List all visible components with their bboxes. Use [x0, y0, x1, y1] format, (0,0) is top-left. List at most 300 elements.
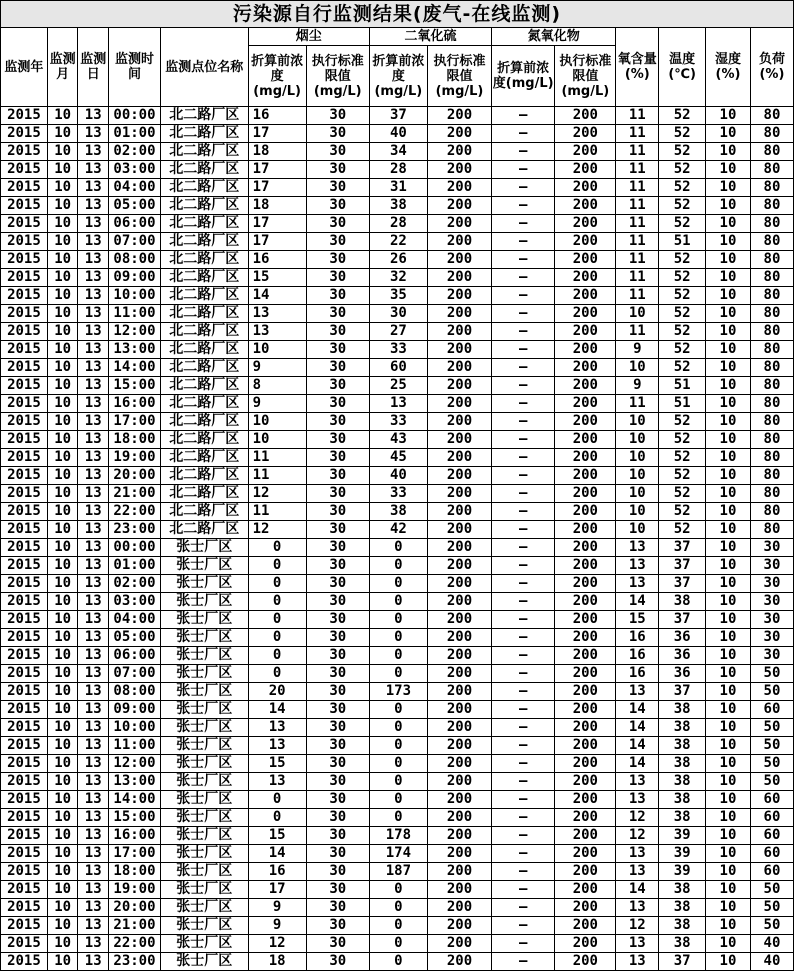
cell-nox-limit: 200 [555, 143, 616, 161]
cell-smoke-concentration: 14 [248, 845, 306, 863]
cell-month: 10 [47, 395, 78, 413]
cell-smoke-limit: 30 [306, 557, 369, 575]
cell-smoke-limit: 30 [306, 485, 369, 503]
cell-time: 20:00 [108, 467, 160, 485]
cell-so2-concentration: 25 [369, 377, 427, 395]
cell-nox-limit: 200 [555, 701, 616, 719]
cell-smoke-concentration: 9 [248, 395, 306, 413]
cell-load: 50 [750, 683, 793, 701]
cell-oxygen: 13 [616, 683, 659, 701]
cell-day: 13 [78, 503, 109, 521]
cell-year: 2015 [1, 593, 48, 611]
cell-day: 13 [78, 125, 109, 143]
cell-oxygen: 11 [616, 143, 659, 161]
cell-year: 2015 [1, 719, 48, 737]
cell-time: 22:00 [108, 935, 160, 953]
cell-nox-limit: 200 [555, 179, 616, 197]
cell-time: 23:00 [108, 521, 160, 539]
cell-month: 10 [47, 197, 78, 215]
cell-oxygen: 9 [616, 377, 659, 395]
cell-site: 张士厂区 [160, 773, 248, 791]
cell-time: 18:00 [108, 863, 160, 881]
cell-smoke-limit: 30 [306, 341, 369, 359]
cell-smoke-limit: 30 [306, 305, 369, 323]
cell-so2-concentration: 0 [369, 791, 427, 809]
table-row [1, 467, 794, 485]
cell-site: 张士厂区 [160, 701, 248, 719]
cell-load: 50 [750, 737, 793, 755]
cell-load: 80 [750, 359, 793, 377]
cell-site: 张士厂区 [160, 917, 248, 935]
cell-site: 北二路厂区 [160, 233, 248, 251]
cell-month: 10 [47, 359, 78, 377]
cell-humidity: 10 [706, 395, 751, 413]
cell-nox-limit: 200 [555, 269, 616, 287]
cell-oxygen: 11 [616, 107, 659, 125]
cell-so2-concentration: 0 [369, 935, 427, 953]
cell-so2-concentration: 0 [369, 575, 427, 593]
cell-so2-limit: 200 [427, 143, 491, 161]
cell-so2-limit: 200 [427, 557, 491, 575]
cell-site: 北二路厂区 [160, 251, 248, 269]
cell-temperature: 52 [659, 125, 706, 143]
cell-time: 06:00 [108, 647, 160, 665]
cell-smoke-concentration: 13 [248, 323, 306, 341]
cell-year: 2015 [1, 377, 48, 395]
cell-day: 13 [78, 791, 109, 809]
cell-so2-concentration: 42 [369, 521, 427, 539]
cell-so2-concentration: 0 [369, 953, 427, 971]
header-row-groups [1, 28, 794, 46]
cell-time: 11:00 [108, 305, 160, 323]
cell-temperature: 37 [659, 683, 706, 701]
cell-site: 张士厂区 [160, 791, 248, 809]
cell-year: 2015 [1, 575, 48, 593]
cell-oxygen: 10 [616, 521, 659, 539]
cell-year: 2015 [1, 755, 48, 773]
cell-oxygen: 10 [616, 359, 659, 377]
cell-smoke-concentration: 15 [248, 827, 306, 845]
title-row [1, 1, 794, 28]
cell-site: 张士厂区 [160, 647, 248, 665]
cell-temperature: 38 [659, 755, 706, 773]
cell-day: 13 [78, 467, 109, 485]
cell-humidity: 10 [706, 953, 751, 971]
cell-site: 张士厂区 [160, 629, 248, 647]
cell-load: 80 [750, 269, 793, 287]
header-oxygen: 氧含量(%) [616, 28, 659, 107]
cell-nox-concentration: — [492, 125, 555, 143]
cell-month: 10 [47, 521, 78, 539]
cell-day: 13 [78, 215, 109, 233]
cell-temperature: 38 [659, 899, 706, 917]
cell-time: 21:00 [108, 917, 160, 935]
cell-nox-limit: 200 [555, 647, 616, 665]
cell-nox-limit: 200 [555, 485, 616, 503]
table-row [1, 359, 794, 377]
cell-nox-concentration: — [492, 197, 555, 215]
cell-day: 13 [78, 161, 109, 179]
cell-nox-limit: 200 [555, 575, 616, 593]
cell-so2-concentration: 0 [369, 647, 427, 665]
cell-nox-concentration: — [492, 323, 555, 341]
cell-year: 2015 [1, 287, 48, 305]
cell-humidity: 10 [706, 665, 751, 683]
cell-nox-limit: 200 [555, 377, 616, 395]
cell-month: 10 [47, 251, 78, 269]
cell-so2-concentration: 45 [369, 449, 427, 467]
cell-temperature: 38 [659, 935, 706, 953]
cell-humidity: 10 [706, 593, 751, 611]
table-row [1, 413, 794, 431]
cell-so2-limit: 200 [427, 935, 491, 953]
table-row [1, 629, 794, 647]
cell-smoke-concentration: 0 [248, 809, 306, 827]
cell-year: 2015 [1, 215, 48, 233]
cell-temperature: 38 [659, 917, 706, 935]
cell-nox-limit: 200 [555, 125, 616, 143]
cell-site: 北二路厂区 [160, 161, 248, 179]
cell-so2-concentration: 0 [369, 719, 427, 737]
table-row [1, 683, 794, 701]
cell-humidity: 10 [706, 431, 751, 449]
cell-so2-limit: 200 [427, 485, 491, 503]
cell-month: 10 [47, 377, 78, 395]
cell-site: 张士厂区 [160, 863, 248, 881]
cell-load: 80 [750, 431, 793, 449]
cell-smoke-limit: 30 [306, 521, 369, 539]
header-load: 负荷(%) [750, 28, 793, 107]
cell-month: 10 [47, 503, 78, 521]
cell-smoke-limit: 30 [306, 701, 369, 719]
cell-nox-limit: 200 [555, 413, 616, 431]
cell-so2-limit: 200 [427, 917, 491, 935]
cell-day: 13 [78, 827, 109, 845]
cell-smoke-concentration: 0 [248, 575, 306, 593]
cell-oxygen: 15 [616, 611, 659, 629]
cell-humidity: 10 [706, 557, 751, 575]
cell-oxygen: 13 [616, 899, 659, 917]
cell-year: 2015 [1, 953, 48, 971]
cell-month: 10 [47, 341, 78, 359]
table-row [1, 701, 794, 719]
cell-time: 09:00 [108, 701, 160, 719]
table-row [1, 449, 794, 467]
cell-month: 10 [47, 683, 78, 701]
cell-day: 13 [78, 629, 109, 647]
cell-humidity: 10 [706, 449, 751, 467]
cell-temperature: 52 [659, 107, 706, 125]
cell-year: 2015 [1, 233, 48, 251]
cell-load: 80 [750, 377, 793, 395]
cell-day: 13 [78, 269, 109, 287]
cell-nox-limit: 200 [555, 953, 616, 971]
cell-smoke-concentration: 12 [248, 485, 306, 503]
cell-so2-limit: 200 [427, 881, 491, 899]
cell-nox-concentration: — [492, 827, 555, 845]
cell-time: 03:00 [108, 161, 160, 179]
cell-site: 张士厂区 [160, 809, 248, 827]
cell-smoke-concentration: 9 [248, 917, 306, 935]
cell-smoke-concentration: 17 [248, 161, 306, 179]
cell-temperature: 52 [659, 413, 706, 431]
cell-day: 13 [78, 719, 109, 737]
cell-load: 60 [750, 701, 793, 719]
table-row [1, 773, 794, 791]
cell-site: 张士厂区 [160, 899, 248, 917]
cell-nox-concentration: — [492, 791, 555, 809]
cell-load: 80 [750, 251, 793, 269]
cell-smoke-limit: 30 [306, 251, 369, 269]
cell-smoke-limit: 30 [306, 449, 369, 467]
cell-day: 13 [78, 809, 109, 827]
cell-so2-concentration: 34 [369, 143, 427, 161]
cell-site: 北二路厂区 [160, 341, 248, 359]
cell-smoke-limit: 30 [306, 179, 369, 197]
cell-humidity: 10 [706, 611, 751, 629]
table-row [1, 485, 794, 503]
cell-nox-limit: 200 [555, 449, 616, 467]
table-row [1, 899, 794, 917]
cell-site: 北二路厂区 [160, 269, 248, 287]
cell-temperature: 52 [659, 161, 706, 179]
cell-nox-limit: 200 [555, 161, 616, 179]
cell-so2-limit: 200 [427, 269, 491, 287]
cell-smoke-limit: 30 [306, 575, 369, 593]
cell-time: 16:00 [108, 395, 160, 413]
cell-nox-concentration: — [492, 917, 555, 935]
cell-oxygen: 13 [616, 863, 659, 881]
cell-oxygen: 9 [616, 341, 659, 359]
cell-oxygen: 13 [616, 557, 659, 575]
cell-so2-concentration: 0 [369, 665, 427, 683]
cell-nox-concentration: — [492, 953, 555, 971]
cell-site: 张士厂区 [160, 557, 248, 575]
cell-site: 张士厂区 [160, 665, 248, 683]
cell-day: 13 [78, 143, 109, 161]
cell-smoke-concentration: 11 [248, 449, 306, 467]
cell-smoke-limit: 30 [306, 503, 369, 521]
cell-time: 04:00 [108, 611, 160, 629]
cell-nox-concentration: — [492, 629, 555, 647]
cell-so2-limit: 200 [427, 953, 491, 971]
cell-month: 10 [47, 701, 78, 719]
cell-nox-limit: 200 [555, 539, 616, 557]
cell-year: 2015 [1, 125, 48, 143]
cell-month: 10 [47, 125, 78, 143]
cell-so2-concentration: 43 [369, 431, 427, 449]
cell-time: 13:00 [108, 773, 160, 791]
cell-so2-concentration: 0 [369, 539, 427, 557]
cell-site: 北二路厂区 [160, 467, 248, 485]
cell-month: 10 [47, 413, 78, 431]
cell-oxygen: 10 [616, 413, 659, 431]
cell-day: 13 [78, 179, 109, 197]
cell-nox-concentration: — [492, 413, 555, 431]
cell-time: 11:00 [108, 737, 160, 755]
cell-load: 30 [750, 557, 793, 575]
cell-day: 13 [78, 521, 109, 539]
cell-so2-concentration: 35 [369, 287, 427, 305]
cell-load: 50 [750, 881, 793, 899]
table-row [1, 323, 794, 341]
cell-nox-limit: 200 [555, 845, 616, 863]
cell-nox-limit: 200 [555, 431, 616, 449]
cell-month: 10 [47, 179, 78, 197]
header-smoke-limit: 执行标准限值(mg/L) [306, 46, 369, 107]
cell-nox-concentration: — [492, 521, 555, 539]
cell-nox-limit: 200 [555, 287, 616, 305]
cell-humidity: 10 [706, 881, 751, 899]
cell-so2-concentration: 0 [369, 881, 427, 899]
table-row [1, 179, 794, 197]
cell-nox-concentration: — [492, 179, 555, 197]
cell-so2-concentration: 0 [369, 557, 427, 575]
table-row [1, 287, 794, 305]
cell-load: 60 [750, 791, 793, 809]
cell-oxygen: 10 [616, 503, 659, 521]
cell-load: 80 [750, 125, 793, 143]
cell-load: 50 [750, 917, 793, 935]
cell-so2-limit: 200 [427, 161, 491, 179]
cell-site: 北二路厂区 [160, 395, 248, 413]
cell-so2-concentration: 22 [369, 233, 427, 251]
cell-temperature: 38 [659, 881, 706, 899]
cell-so2-concentration: 33 [369, 341, 427, 359]
cell-site: 张士厂区 [160, 953, 248, 971]
cell-year: 2015 [1, 521, 48, 539]
cell-year: 2015 [1, 341, 48, 359]
table-row [1, 197, 794, 215]
cell-humidity: 10 [706, 107, 751, 125]
cell-smoke-concentration: 18 [248, 953, 306, 971]
cell-smoke-concentration: 11 [248, 503, 306, 521]
cell-nox-limit: 200 [555, 467, 616, 485]
cell-nox-concentration: — [492, 557, 555, 575]
table-row [1, 647, 794, 665]
cell-nox-limit: 200 [555, 305, 616, 323]
cell-site: 张士厂区 [160, 881, 248, 899]
cell-site: 北二路厂区 [160, 287, 248, 305]
cell-so2-concentration: 30 [369, 305, 427, 323]
cell-nox-concentration: — [492, 467, 555, 485]
cell-time: 02:00 [108, 143, 160, 161]
cell-time: 04:00 [108, 179, 160, 197]
cell-site: 北二路厂区 [160, 143, 248, 161]
cell-load: 50 [750, 665, 793, 683]
cell-humidity: 10 [706, 179, 751, 197]
cell-time: 10:00 [108, 719, 160, 737]
table-row [1, 863, 794, 881]
cell-oxygen: 10 [616, 431, 659, 449]
cell-time: 08:00 [108, 251, 160, 269]
cell-nox-concentration: — [492, 359, 555, 377]
cell-humidity: 10 [706, 539, 751, 557]
header-nox-limit: 执行标准限值(mg/L) [555, 46, 616, 107]
cell-load: 80 [750, 413, 793, 431]
cell-nox-concentration: — [492, 341, 555, 359]
cell-so2-limit: 200 [427, 449, 491, 467]
cell-humidity: 10 [706, 197, 751, 215]
cell-month: 10 [47, 755, 78, 773]
cell-so2-limit: 200 [427, 395, 491, 413]
cell-month: 10 [47, 863, 78, 881]
cell-temperature: 52 [659, 431, 706, 449]
cell-load: 80 [750, 323, 793, 341]
cell-day: 13 [78, 539, 109, 557]
cell-day: 13 [78, 917, 109, 935]
cell-nox-concentration: — [492, 701, 555, 719]
cell-nox-limit: 200 [555, 107, 616, 125]
cell-so2-concentration: 40 [369, 125, 427, 143]
cell-so2-concentration: 38 [369, 503, 427, 521]
cell-year: 2015 [1, 251, 48, 269]
cell-nox-limit: 200 [555, 791, 616, 809]
cell-load: 80 [750, 449, 793, 467]
cell-nox-concentration: — [492, 251, 555, 269]
table-row [1, 431, 794, 449]
cell-smoke-limit: 30 [306, 431, 369, 449]
cell-month: 10 [47, 557, 78, 575]
cell-smoke-limit: 30 [306, 377, 369, 395]
header-so2-concentration: 折算前浓度(mg/L) [369, 46, 427, 107]
cell-smoke-concentration: 8 [248, 377, 306, 395]
cell-temperature: 52 [659, 215, 706, 233]
cell-nox-limit: 200 [555, 827, 616, 845]
cell-time: 07:00 [108, 233, 160, 251]
cell-nox-concentration: — [492, 899, 555, 917]
cell-nox-limit: 200 [555, 809, 616, 827]
cell-month: 10 [47, 287, 78, 305]
cell-load: 80 [750, 179, 793, 197]
table-body [1, 107, 794, 971]
cell-temperature: 36 [659, 647, 706, 665]
table-row [1, 107, 794, 125]
cell-load: 30 [750, 539, 793, 557]
cell-so2-limit: 200 [427, 629, 491, 647]
cell-smoke-concentration: 9 [248, 899, 306, 917]
cell-temperature: 36 [659, 629, 706, 647]
cell-month: 10 [47, 827, 78, 845]
cell-time: 23:00 [108, 953, 160, 971]
cell-temperature: 52 [659, 449, 706, 467]
cell-year: 2015 [1, 467, 48, 485]
cell-month: 10 [47, 431, 78, 449]
cell-so2-concentration: 0 [369, 773, 427, 791]
cell-oxygen: 14 [616, 755, 659, 773]
cell-day: 13 [78, 107, 109, 125]
cell-so2-limit: 200 [427, 413, 491, 431]
cell-site: 张士厂区 [160, 683, 248, 701]
cell-humidity: 10 [706, 647, 751, 665]
cell-month: 10 [47, 575, 78, 593]
cell-so2-concentration: 174 [369, 845, 427, 863]
cell-site: 北二路厂区 [160, 485, 248, 503]
cell-so2-limit: 200 [427, 827, 491, 845]
cell-nox-concentration: — [492, 881, 555, 899]
cell-site: 北二路厂区 [160, 179, 248, 197]
cell-month: 10 [47, 953, 78, 971]
cell-month: 10 [47, 215, 78, 233]
cell-smoke-limit: 30 [306, 665, 369, 683]
cell-so2-concentration: 0 [369, 737, 427, 755]
cell-year: 2015 [1, 503, 48, 521]
cell-oxygen: 14 [616, 737, 659, 755]
cell-smoke-limit: 30 [306, 395, 369, 413]
cell-smoke-limit: 30 [306, 647, 369, 665]
cell-nox-limit: 200 [555, 215, 616, 233]
cell-day: 13 [78, 305, 109, 323]
